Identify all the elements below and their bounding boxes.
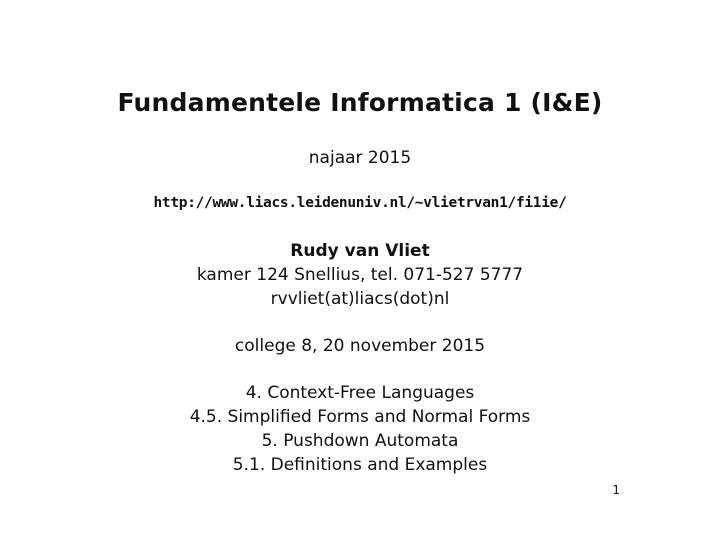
topic-item: 5.1. Definitions and Examples bbox=[232, 455, 488, 475]
lecturer-room: kamer 124 Snellius, tel. 071-527 5777 bbox=[196, 265, 524, 285]
semester-label: najaar 2015 bbox=[308, 148, 412, 168]
lecturer-email: rvvliet(at)liacs(dot)nl bbox=[270, 289, 450, 309]
topic-item: 4. Context-Free Languages bbox=[245, 383, 475, 403]
slide-title: Fundamentele Informatica 1 (I&E) bbox=[117, 88, 603, 117]
topic-item: 5. Pushdown Automata bbox=[261, 431, 459, 451]
lecture-info: college 8, 20 november 2015 bbox=[234, 336, 486, 356]
page-number: 1 bbox=[612, 483, 620, 497]
lecturer-name: Rudy van Vliet bbox=[290, 241, 430, 261]
topic-item: 4.5. Simplified Forms and Normal Forms bbox=[189, 407, 531, 427]
topic-list bbox=[0, 381, 720, 477]
course-url: http://www.liacs.leidenuniv.nl/~vlietrvan1/fi1ie/ bbox=[153, 195, 567, 211]
